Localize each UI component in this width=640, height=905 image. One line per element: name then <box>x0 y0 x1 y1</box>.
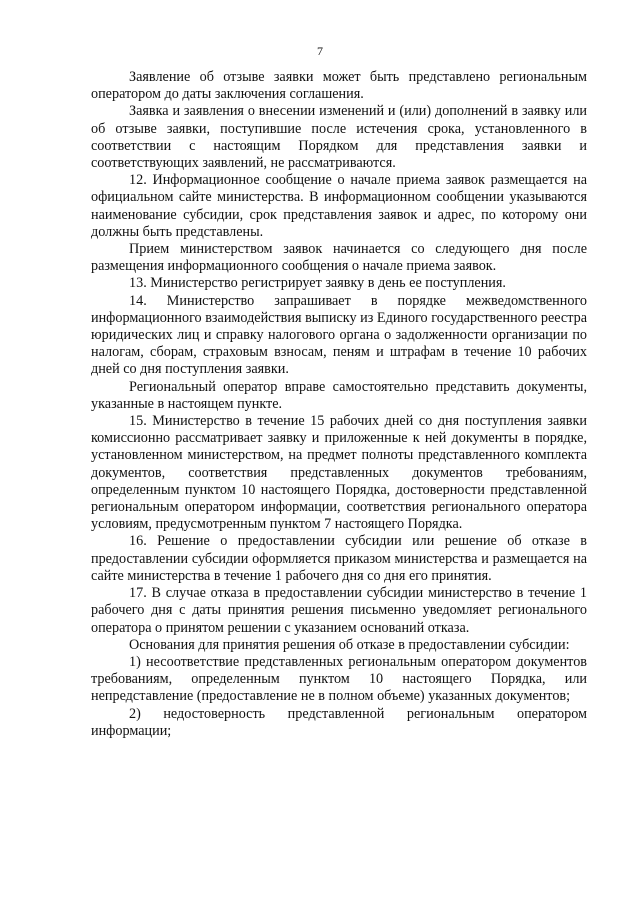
page-number: 7 <box>317 44 323 58</box>
paragraph-withdrawal-statement: Заявление об отзыве заявки может быть представлено региональным оператором до даты заключения соглашения. <box>91 69 587 103</box>
paragraph-clause-17: 17. В случае отказа в предоставлении субсидии министерство в течение 1 рабочего дня с даты принятия решения письменно уведомляет регионального оператора о принятом решении с указанием оснований отказа. <box>91 585 587 636</box>
document-body <box>91 69 587 740</box>
paragraph-clause-16: 16. Решение о предоставлении субсидии или решение об отказе в предоставлении субсидии оформляется приказом министерства и размещается на сайте министерства в течение 1 рабочего дня со дня его принятия. <box>91 533 587 584</box>
paragraph-clause-12: 12. Информационное сообщение о начале приема заявок размещается на официальном сайте министерства. В информационном сообщении указываются наименование субсидии, срок представления заявок и адрес, по которому они должны быть представлены. <box>91 172 587 240</box>
paragraph-operator-right: Региональный оператор вправе самостоятельно представить документы, указанные в настоящем пункте. <box>91 378 587 412</box>
paragraph-clause-15: 15. Министерство в течение 15 рабочих дней со дня поступления заявки комиссионно рассматривает заявку и приложенные к ней документы в порядке, установленном министерством, на предмет полноты представленного комплекта документов, соответствия представленных документов требованиям, определенным пунктом 10 настоящего Порядка, достоверности представленной региональным оператором информации, соответствия регионального оператора условиям, предусмотренным пунктом 7 настоящего Порядка. <box>91 413 587 533</box>
paragraph-late-applications: Заявка и заявления о внесении изменений и (или) дополнений в заявку или об отзыве заявки, поступившие после истечения срока, установленного в соответствии с настоящим Порядком для представления заявки и соответствующих заявлений, не рассматриваются. <box>91 103 587 172</box>
list-item-ground-1: 1) несоответствие представленных региональным оператором документов требованиям, определенным пунктом 10 настоящего Порядка, или непредставление (предоставление не в полном объеме) указанных документов; <box>91 653 587 705</box>
paragraph-reception-start: Прием министерством заявок начинается со следующего дня после размещения информационного сообщения о начале приема заявок. <box>91 241 587 275</box>
paragraph-refusal-grounds: Основания для принятия решения об отказе в предоставлении субсидии: <box>129 636 570 653</box>
paragraph-clause-13: 13. Министерство регистрирует заявку в день ее поступления. <box>129 275 506 292</box>
list-item-ground-2: 2) недостоверность представленной региональным оператором информации; <box>91 705 587 739</box>
paragraph-clause-14: 14. Министерство запрашивает в порядке межведомственного информационного взаимодействия выписку из Единого государственного реестра юридических лиц и справку налогового органа о задолженности организации по налогам, сборам, страховым взносам, пеням и штрафам в течение 10 рабочих дней со дня поступления заявки. <box>91 292 587 378</box>
